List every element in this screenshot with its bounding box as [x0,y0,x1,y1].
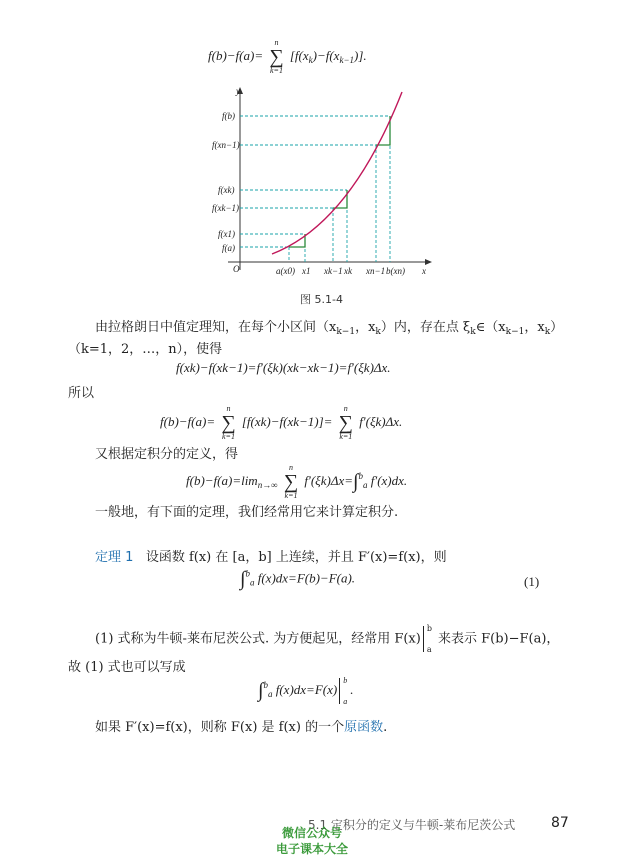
vertical-guides [289,116,390,262]
paragraph-newton-leibniz: (1) 式称为牛顿-莱布尼茨公式. 为方便起见，经常用 F(x) b a 来表示 F(b)−F(a)， [95,624,560,654]
paragraph-definite-integral: 又根据定积分的定义，得 [95,447,239,462]
label-a-x0: a(x0) [276,266,295,276]
watermark-line1: 微信公众号 [282,826,343,840]
paragraph-theorem-intro: 一般地，有下面的定理，我们经常用它来计算定积分. [95,505,399,520]
paragraph-newton-leibniz-line2: 故 (1) 式也可以写成 [68,660,186,675]
label-xk1: xk−1 [324,266,343,276]
theorem-1-equation: ∫$^b_a$ f(x)dx=F(b)−F(a). [240,568,356,590]
step-segments [289,116,390,247]
label-x: x [422,266,426,276]
term-antiderivative: 原函数 [344,720,384,735]
paragraph-lagrange-line2: （k=1，2，…，n），使得 [68,342,223,357]
label-y: y [236,86,240,96]
label-b-xn: b(xn) [386,266,405,276]
label-fxk1: f(xk−1) [212,203,240,213]
x-axis-arrow [425,259,432,265]
label-xk: xk [344,266,352,276]
label-origin: O [233,264,240,274]
label-fxk: f(xk) [218,185,235,195]
footer-section-title: 5.1 定积分的定义与牛顿-莱布尼茨公式 [308,818,516,832]
equation-limit-integral: $f(b)-f(a)=\lim_{n\to\infty}$ n ∑ k=1 f′(ξk)Δx=∫$^b_a$ f′(x)dx. [186,463,408,500]
label-fb: f(b) [222,111,235,121]
figure-caption: 图 5.1-4 [300,293,343,306]
label-fa: f(a) [222,243,235,253]
equation-sum-derivative: f(b)−f(a)= n ∑ k=1 [f(xk)−f(xk−1)]= n ∑ k=1 f′(ξk)Δx. [160,404,403,441]
theorem-label: 定理 1 [95,550,134,565]
figure-5-1-4 [200,84,440,284]
equation-integral-eval: ∫$^b_a$ f(x)dx=F(x) b a . [258,676,354,706]
watermark-line2: 电子课本大全 [276,842,349,856]
equation-sum-differences: f(b)−f(a)= n ∑ k=1 $[f(x_k)-f(x_{k-1})]$. [208,38,367,75]
text-suoyi: 所以 [68,386,95,401]
paragraph-lagrange-line1: 由拉格朗日中值定理知，在每个小区间（$x_{k-1}$，$x_k$）内，存在点 $\xi_k\in(x_{k-1}$，$x_k$） [95,320,564,337]
label-fx1: f(x1) [218,229,235,239]
label-fxn1: f(xn−1) [212,140,240,150]
label-xn1: xn−1 [366,266,386,276]
equation-mean-value: f(xk)−f(xk−1)=f′(ξk)(xk−xk−1)=f′(ξk)Δx. [176,360,391,375]
paragraph-antiderivative: 如果 F′(x)=f(x)，则称 F(x) 是 f(x) 的一个原函数. [95,720,388,735]
equation-number-1: (1) [524,574,540,589]
label-x1: x1 [302,266,311,276]
theorem-1-statement: 定理 1 设函数 f(x) 在 [a，b] 上连续，并且 F′(x)=f(x)，则 [95,550,447,565]
page-number: 87 [551,815,569,831]
